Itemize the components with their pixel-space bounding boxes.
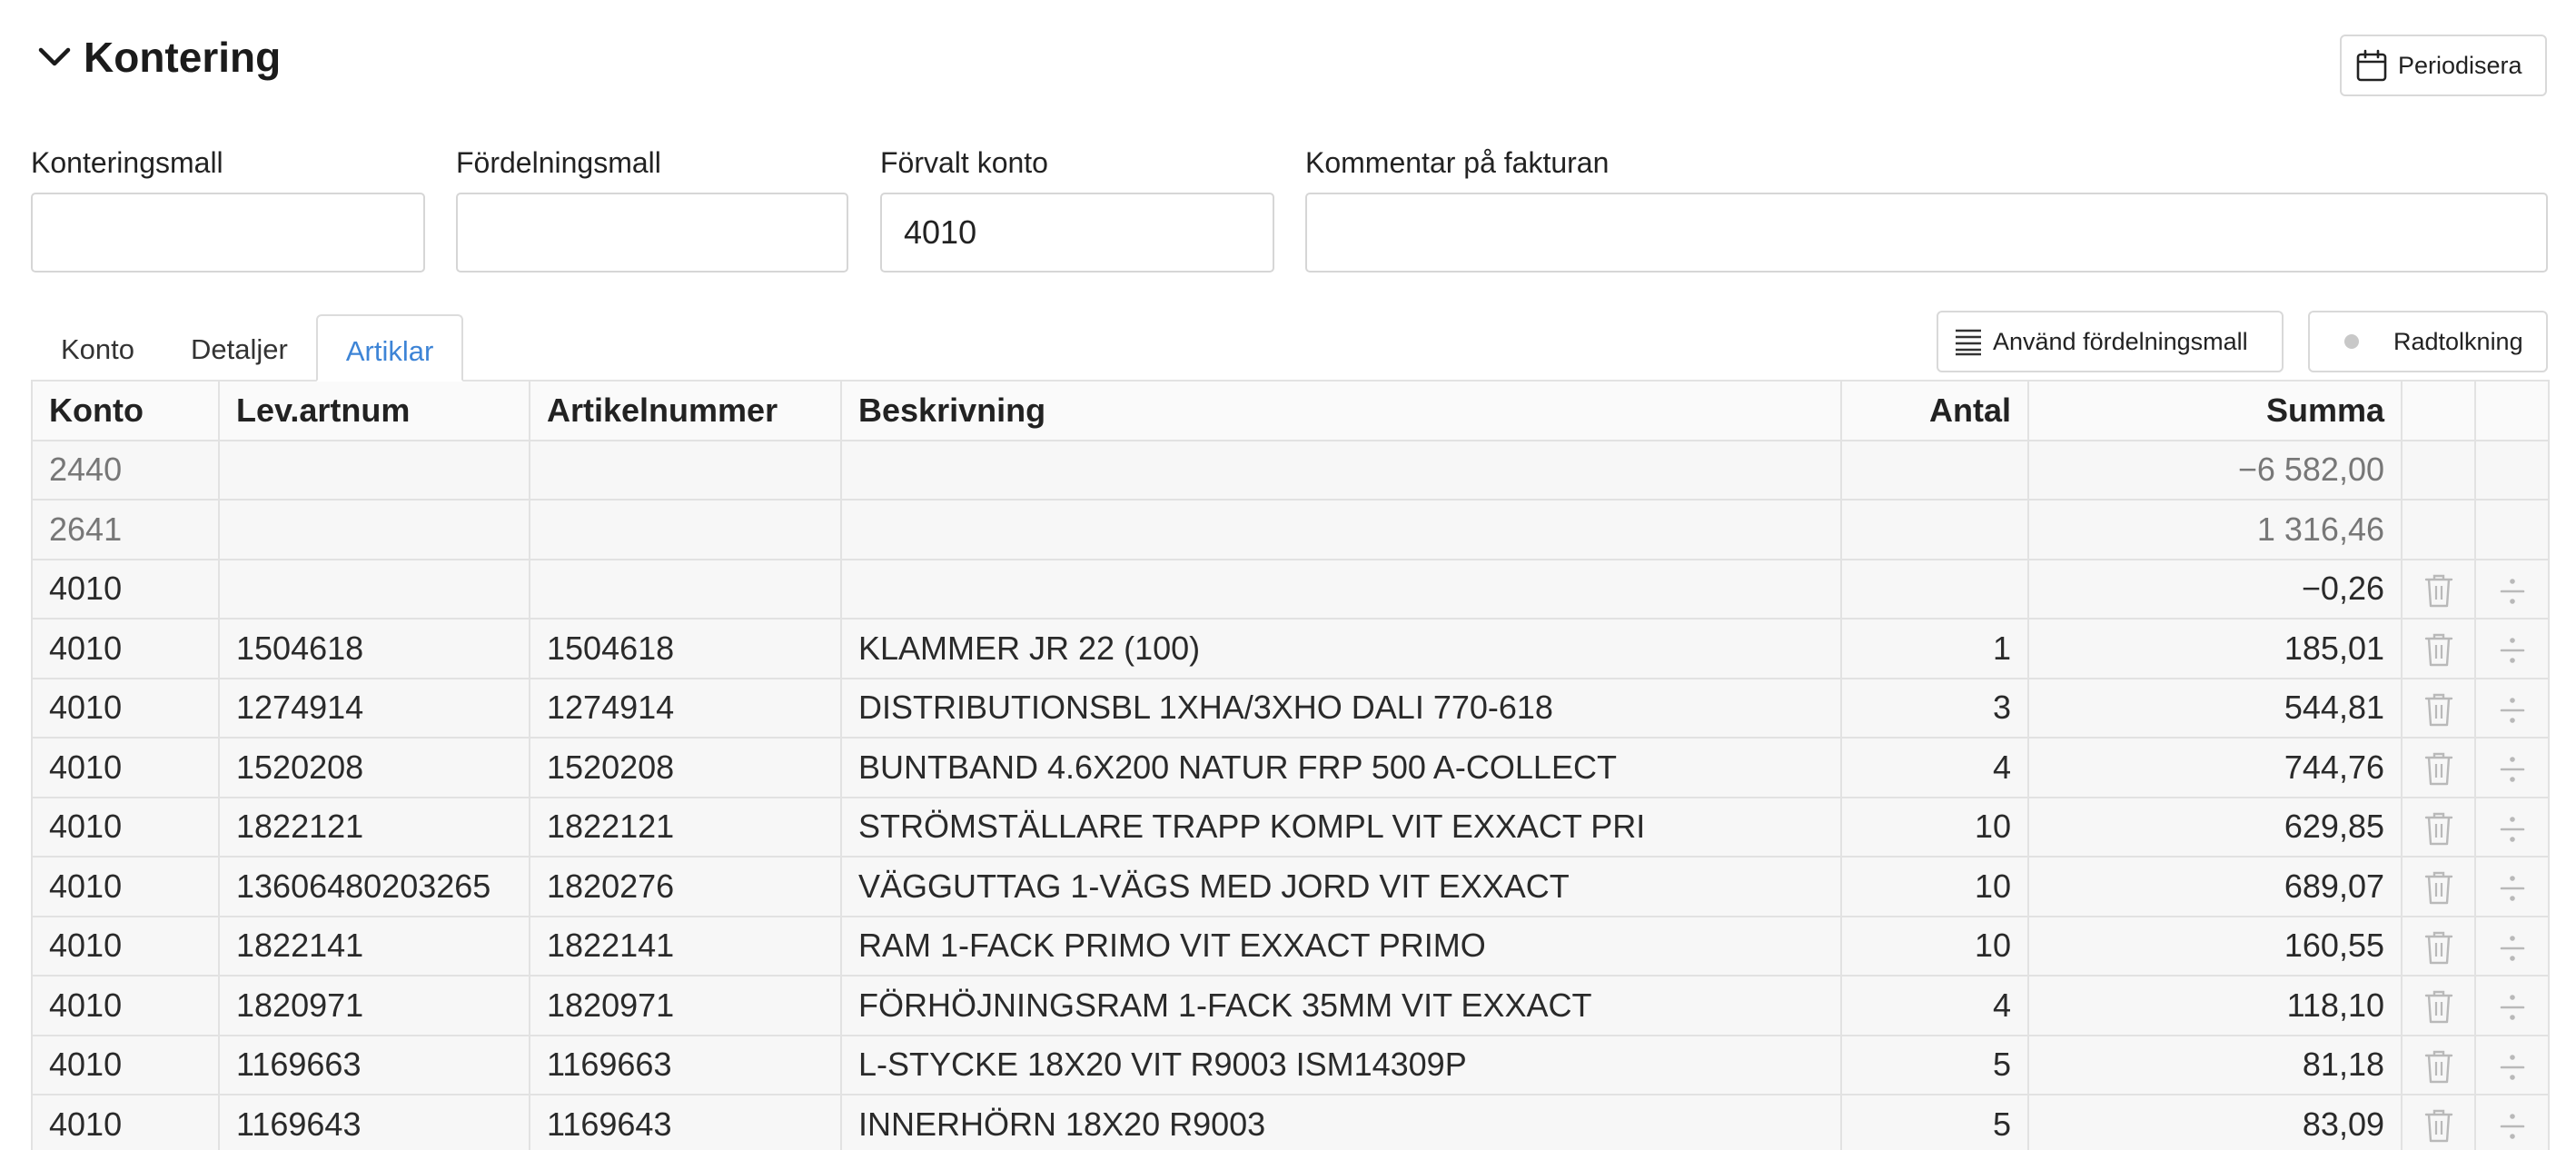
- cell-levartnum[interactable]: 1822121: [219, 798, 530, 858]
- table-row[interactable]: [32, 619, 2549, 679]
- cell-antal[interactable]: [1841, 560, 2028, 620]
- cell-konto[interactable]: 4010: [32, 857, 219, 917]
- cell-summa[interactable]: 185,01: [2028, 619, 2402, 679]
- cell-summa[interactable]: 629,85: [2028, 798, 2402, 858]
- cell-antal[interactable]: [1841, 500, 2028, 560]
- cell-artikelnummer[interactable]: 1520208: [530, 738, 841, 798]
- trash-icon[interactable]: [2422, 988, 2455, 1025]
- cell-delete: [2402, 1036, 2475, 1095]
- col-header-split: [2475, 381, 2549, 441]
- cell-levartnum[interactable]: 1820971: [219, 976, 530, 1036]
- divide-icon[interactable]: [2499, 814, 2526, 845]
- tab-bar: [33, 314, 463, 382]
- col-header-summa[interactable]: Summa: [2028, 381, 2402, 441]
- table-header-row: [32, 381, 2549, 441]
- cell-antal[interactable]: 5: [1841, 1095, 2028, 1150]
- cell-delete: [2402, 738, 2475, 798]
- cell-levartnum[interactable]: 1274914: [219, 679, 530, 739]
- cell-delete: [2402, 857, 2475, 917]
- cell-konto[interactable]: 4010: [32, 1036, 219, 1095]
- cell-antal[interactable]: 4: [1841, 738, 2028, 798]
- cell-artikelnummer[interactable]: 1169663: [530, 1036, 841, 1095]
- cell-split: [2475, 917, 2549, 977]
- cell-beskrivning[interactable]: [841, 441, 1841, 501]
- cell-delete: [2402, 679, 2475, 739]
- section-title: Kontering: [84, 34, 282, 81]
- cell-delete: [2402, 500, 2475, 560]
- cell-levartnum[interactable]: 1169663: [219, 1036, 530, 1095]
- trash-icon[interactable]: [2422, 1048, 2455, 1085]
- cell-artikelnummer[interactable]: 1822141: [530, 917, 841, 977]
- kommentar-label: Kommentar på fakturan: [1305, 146, 1610, 179]
- cell-delete: [2402, 1095, 2475, 1150]
- cell-delete: [2402, 619, 2475, 679]
- cell-split: [2475, 1095, 2549, 1150]
- cell-konto[interactable]: 4010: [32, 619, 219, 679]
- cell-beskrivning[interactable]: KLAMMER JR 22 (100): [841, 619, 1841, 679]
- cell-levartnum[interactable]: 1520208: [219, 738, 530, 798]
- cell-split: [2475, 619, 2549, 679]
- cell-split: [2475, 679, 2549, 739]
- cell-konto[interactable]: 4010: [32, 1095, 219, 1150]
- cell-antal[interactable]: 3: [1841, 679, 2028, 739]
- cell-konto[interactable]: 4010: [32, 679, 219, 739]
- cell-levartnum[interactable]: [219, 560, 530, 620]
- divide-icon[interactable]: [2499, 695, 2526, 726]
- cell-split: [2475, 441, 2549, 501]
- forvalt-konto-input[interactable]: 4010: [880, 193, 1274, 273]
- cell-delete: [2402, 798, 2475, 858]
- cell-beskrivning[interactable]: STRÖMSTÄLLARE TRAPP KOMPL VIT EXXACT PRI: [841, 798, 1841, 858]
- table-row[interactable]: [32, 917, 2549, 977]
- cell-artikelnummer[interactable]: 1820971: [530, 976, 841, 1036]
- anvand-fordelningsmall-button[interactable]: [1937, 311, 2284, 372]
- cell-artikelnummer[interactable]: 1822121: [530, 798, 841, 858]
- col-header-konto[interactable]: Konto: [32, 381, 219, 441]
- table-row[interactable]: [32, 738, 2549, 798]
- tab-konto[interactable]: Konto: [61, 333, 135, 365]
- cell-antal[interactable]: 10: [1841, 857, 2028, 917]
- periodisera-label: Periodisera: [2398, 51, 2522, 79]
- table-row[interactable]: [32, 976, 2549, 1036]
- cell-levartnum[interactable]: 1822141: [219, 917, 530, 977]
- cell-beskrivning[interactable]: FÖRHÖJNINGSRAM 1-FACK 35MM VIT EXXACT: [841, 976, 1841, 1036]
- kommentar-group: [1305, 145, 2548, 273]
- fordelningsmall-input[interactable]: [456, 193, 848, 273]
- artiklar-table: [31, 380, 2550, 1150]
- col-header-antal[interactable]: Antal: [1841, 381, 2028, 441]
- cell-beskrivning[interactable]: L-STYCKE 18X20 VIT R9003 ISM14309P: [841, 1036, 1841, 1095]
- cell-summa[interactable]: 160,55: [2028, 917, 2402, 977]
- cell-antal[interactable]: 10: [1841, 917, 2028, 977]
- cell-konto[interactable]: 4010: [32, 738, 219, 798]
- col-header-artikelnummer[interactable]: Artikelnummer: [530, 381, 841, 441]
- calendar-icon: [2354, 48, 2389, 83]
- konteringsmall-group: [31, 145, 425, 273]
- konteringsmall-input[interactable]: [31, 193, 425, 273]
- trash-icon[interactable]: [2422, 1107, 2455, 1144]
- cell-summa[interactable]: −0,26: [2028, 560, 2402, 620]
- col-header-beskrivning[interactable]: Beskrivning: [841, 381, 1841, 441]
- cell-beskrivning[interactable]: DISTRIBUTIONSBL 1XHA/3XHO DALI 770-618: [841, 679, 1841, 739]
- divide-icon[interactable]: [2499, 754, 2526, 785]
- cell-split: [2475, 857, 2549, 917]
- table-row[interactable]: [32, 441, 2549, 501]
- cell-artikelnummer[interactable]: [530, 500, 841, 560]
- col-header-delete: [2402, 381, 2475, 441]
- table-row[interactable]: [32, 500, 2549, 560]
- cell-konto[interactable]: 4010: [32, 917, 219, 977]
- divide-icon[interactable]: [2499, 576, 2526, 607]
- cell-konto[interactable]: 4010: [32, 560, 219, 620]
- trash-icon[interactable]: [2422, 691, 2455, 728]
- cell-summa[interactable]: 1 316,46: [2028, 500, 2402, 560]
- radtolkning-label: Radtolkning: [2393, 327, 2523, 355]
- table-row[interactable]: [32, 798, 2549, 858]
- anvand-fordelningsmall-label: Använd fördelningsmall: [1993, 327, 2248, 355]
- tab-artiklar[interactable]: Artiklar: [316, 314, 463, 382]
- divide-icon[interactable]: [2499, 635, 2526, 666]
- dot-icon: [2344, 334, 2359, 349]
- cell-konto[interactable]: 2440: [32, 441, 219, 501]
- cell-levartnum[interactable]: [219, 500, 530, 560]
- divide-icon[interactable]: [2499, 873, 2526, 904]
- cell-delete: [2402, 917, 2475, 977]
- divide-icon[interactable]: [2499, 1052, 2526, 1083]
- cell-beskrivning[interactable]: [841, 560, 1841, 620]
- kommentar-input[interactable]: [1305, 193, 2548, 273]
- divide-icon[interactable]: [2499, 933, 2526, 964]
- cell-beskrivning[interactable]: [841, 500, 1841, 560]
- trash-icon[interactable]: [2422, 869, 2455, 906]
- cell-split: [2475, 738, 2549, 798]
- cell-summa[interactable]: 744,76: [2028, 738, 2402, 798]
- radtolkning-button[interactable]: [2308, 311, 2548, 372]
- cell-split: [2475, 798, 2549, 858]
- cell-levartnum[interactable]: 1504618: [219, 619, 530, 679]
- cell-summa[interactable]: −6 582,00: [2028, 441, 2402, 501]
- cell-artikelnummer[interactable]: [530, 560, 841, 620]
- cell-konto[interactable]: 4010: [32, 976, 219, 1036]
- cell-summa[interactable]: 544,81: [2028, 679, 2402, 739]
- cell-split: [2475, 500, 2549, 560]
- cell-artikelnummer[interactable]: 1504618: [530, 619, 841, 679]
- cell-summa[interactable]: 689,07: [2028, 857, 2402, 917]
- cell-beskrivning[interactable]: INNERHÖRN 18X20 R9003: [841, 1095, 1841, 1150]
- chevron-down-icon[interactable]: [35, 37, 74, 77]
- forvalt-konto-label: Förvalt konto: [880, 146, 1048, 179]
- trash-icon[interactable]: [2422, 631, 2455, 668]
- trash-icon[interactable]: [2422, 929, 2455, 966]
- cell-split: [2475, 560, 2549, 620]
- trash-icon[interactable]: [2422, 810, 2455, 847]
- cell-levartnum[interactable]: 13606480203265: [219, 857, 530, 917]
- cell-summa[interactable]: 118,10: [2028, 976, 2402, 1036]
- table-row[interactable]: [32, 857, 2549, 917]
- cell-delete: [2402, 441, 2475, 501]
- divide-icon[interactable]: [2499, 992, 2526, 1023]
- list-lines-icon: [1953, 326, 1984, 357]
- cell-summa[interactable]: 83,09: [2028, 1095, 2402, 1150]
- cell-antal[interactable]: 10: [1841, 798, 2028, 858]
- periodisera-button[interactable]: [2340, 35, 2547, 96]
- table-row[interactable]: [32, 560, 2549, 620]
- cell-antal[interactable]: [1841, 441, 2028, 501]
- cell-antal[interactable]: 4: [1841, 976, 2028, 1036]
- cell-split: [2475, 1036, 2549, 1095]
- cell-artikelnummer[interactable]: 1820276: [530, 857, 841, 917]
- table-row[interactable]: [32, 1036, 2549, 1095]
- cell-beskrivning[interactable]: VÄGGUTTAG 1-VÄGS MED JORD VIT EXXACT: [841, 857, 1841, 917]
- table-row[interactable]: [32, 1095, 2549, 1150]
- konteringsmall-label: Konteringsmall: [31, 146, 223, 179]
- forvalt-konto-group: [880, 145, 1274, 273]
- cell-beskrivning[interactable]: RAM 1-FACK PRIMO VIT EXXACT PRIMO: [841, 917, 1841, 977]
- tab-detaljer[interactable]: Detaljer: [191, 333, 288, 365]
- trash-icon[interactable]: [2422, 750, 2455, 787]
- cell-beskrivning[interactable]: BUNTBAND 4.6X200 NATUR FRP 500 A-COLLECT: [841, 738, 1841, 798]
- section-header[interactable]: [35, 33, 281, 82]
- cell-summa[interactable]: 81,18: [2028, 1036, 2402, 1095]
- cell-levartnum[interactable]: 1169643: [219, 1095, 530, 1150]
- trash-icon[interactable]: [2422, 572, 2455, 609]
- table-row[interactable]: [32, 679, 2549, 739]
- cell-konto[interactable]: 4010: [32, 798, 219, 858]
- cell-artikelnummer[interactable]: 1274914: [530, 679, 841, 739]
- cell-artikelnummer[interactable]: 1169643: [530, 1095, 841, 1150]
- cell-levartnum[interactable]: [219, 441, 530, 501]
- cell-antal[interactable]: 5: [1841, 1036, 2028, 1095]
- col-header-levartnum[interactable]: Lev.artnum: [219, 381, 530, 441]
- cell-antal[interactable]: 1: [1841, 619, 2028, 679]
- fordelningsmall-label: Fördelningsmall: [456, 146, 661, 179]
- cell-delete: [2402, 560, 2475, 620]
- divide-icon[interactable]: [2499, 1111, 2526, 1142]
- cell-artikelnummer[interactable]: [530, 441, 841, 501]
- cell-split: [2475, 976, 2549, 1036]
- cell-konto[interactable]: 2641: [32, 500, 219, 560]
- cell-delete: [2402, 976, 2475, 1036]
- fordelningsmall-group: [456, 145, 848, 273]
